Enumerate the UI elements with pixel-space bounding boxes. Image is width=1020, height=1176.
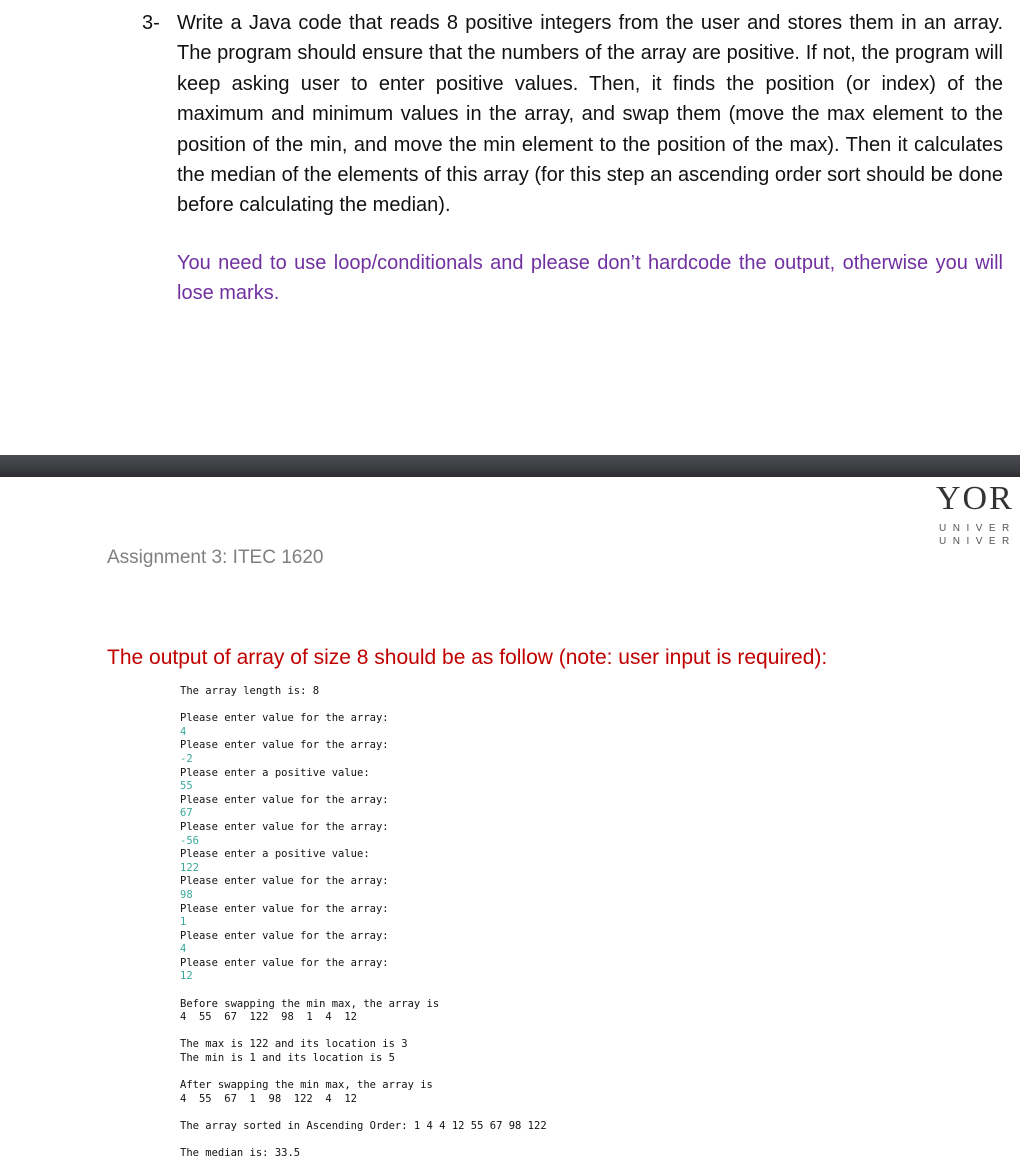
question-number: 3- [142, 12, 160, 34]
console-input-line: -56 [180, 834, 199, 847]
console-positive-prompt-line: Please enter a positive value: [180, 766, 370, 779]
question-note: You need to use loop/conditionals and please don’t hardcode the output, otherwise you will lose marks. [177, 252, 1003, 305]
console-prompt-line: Please enter value for the array: [180, 793, 389, 806]
page-header-title: Assignment 3: ITEC 1620 [107, 547, 324, 568]
console-min-line: The min is 1 and its location is 5 [180, 1052, 395, 1065]
console-prompt-line: Please enter value for the array: [180, 739, 389, 752]
console-length-line: The array length is: 8 [180, 685, 320, 697]
logo-subtitle-2: UNIVER [939, 536, 1016, 547]
document-page-top [0, 0, 1020, 455]
console-prompt-line: Please enter value for the array: [180, 875, 389, 888]
console-input-line: 1 [180, 916, 187, 929]
console-after-values: 4 55 67 1 98 122 4 12 [180, 1092, 358, 1105]
console-before-label: Before swapping the min max, the array is [180, 997, 440, 1010]
console-prompt-line: Please enter value for the array: [180, 956, 389, 969]
console-input-line: 98 [180, 888, 193, 901]
console-after-label: After swapping the min max, the array is [180, 1079, 433, 1092]
console-input-line: 122 [180, 861, 199, 874]
console-input-line: 55 [180, 780, 193, 793]
console-input-line: 4 [180, 725, 187, 738]
console-prompt-line: Please enter value for the array: [180, 712, 389, 725]
console-positive-prompt-line: Please enter a positive value: [180, 848, 370, 861]
logo-subtitle-1: UNIVER [939, 523, 1016, 534]
console-prompt-line: Please enter value for the array: [180, 929, 389, 942]
question-text: Write a Java code that reads 8 positive integers from the user and stores them in an array. The program should ensure that the numbers of the array are positive. If not, the program will keep asking user to enter positive values. Then, it finds the position (or index) of the maximum and minimum values in the array, and swap them (move the max element to the position of the min, and move the min element to the position of the max). Then it calculates the median of the elements of this array (for this step an ascending order sort should be done before calculating the median). [177, 12, 1003, 217]
console-input-line: 12 [180, 970, 193, 983]
output-heading: The output of array of size 8 should be as follow (note: user input is required): [107, 646, 828, 669]
console-median-line: The median is: 33.5 [180, 1147, 301, 1160]
console-input-line: 4 [180, 943, 187, 956]
console-before-values: 4 55 67 122 98 1 4 12 [180, 1011, 358, 1024]
console-input-line: -2 [180, 752, 193, 765]
page-separator [0, 455, 1020, 477]
console-max-line: The max is 122 and its location is 3 [180, 1038, 408, 1051]
console-sorted-line: The array sorted in Ascending Order: 1 4 4 12 55 67 98 122 [180, 1120, 547, 1132]
university-logo [936, 480, 1020, 550]
logo-wordmark: YOR [936, 480, 1014, 517]
console-output [180, 685, 880, 1161]
console-prompt-line: Please enter value for the array: [180, 902, 389, 915]
console-prompt-line: Please enter value for the array: [180, 820, 389, 833]
console-input-line: 67 [180, 807, 193, 820]
